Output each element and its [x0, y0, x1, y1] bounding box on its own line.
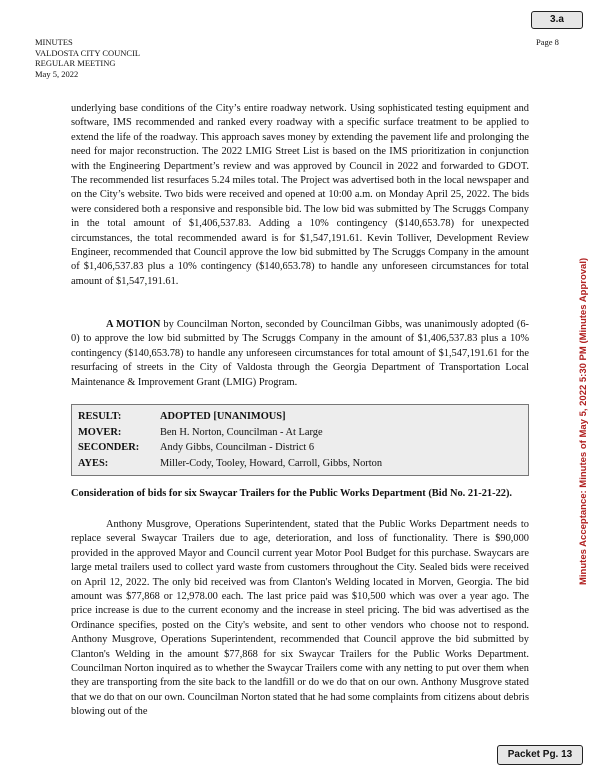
body-paragraph-lmig: underlying base conditions of the City’s entire roadway network. Using sophisticated testing equipment and software, IMS recommended and ranked every roadway with a specific surface treatment to be applied to extend the life of the roadway. This approach saves money by extending the pavement life and prolonging the need for major reconstruction. The 2022 LMIG Street List is based on the IMS prioritization in conjunction with the Engineering Department’s review and was approved by Council in 2022 and forwarded to GDOT. The recommended list resurfaces 5.24 miles total. The Project was advertised both in the local newspaper and on the City’s website. Two bids were received and opened at 10:00 a.m. on Monday April 25, 2022. The bids were considered both a responsive and responsible bid. The low bid was submitted by The Scruggs Company in the total amount of $1,406,537.83. Adding a 10% contingency ($140,653.78) for unexpected circumstances, the total recommended award is for $1,547,191.61. Kevin Tolliver, Development Review Engineer, recommended that Council approve the low bid submitted by The Scruggs Company in the amount of $1,406,537.83 plus a 10% contingency ($140,653.78) to handle any unforeseen circumstances for total amount of $1,547,191.61.: [71, 103, 529, 287]
seconder-label: SECONDER:: [78, 442, 140, 454]
mover-row: [78, 425, 522, 441]
header-meeting-type: REGULAR MEETING: [35, 58, 116, 68]
header-council: VALDOSTA CITY COUNCIL: [35, 47, 141, 58]
ayes-row: [78, 456, 522, 472]
body-paragraph-swaycar: Anthony Musgrove, Operations Superintendent, stated that the Public Works Department needs to replace several Swaycar Trailers due to age, deterioration, and loss of functionality. There is $90,000 provided in the approved Mayor and Council current year Motor Pool Budget for this purchase. Swaycars are large metal trailers used to collect yard waste from customers throughout the City. Sealed bids were received on April 12, 2022. The only bid received was from Clanton's Welding located in Morven, Georgia. The bid amount was $77,868 or 12,978.00 each. The last price paid was $10,500 which was over a year ago. The price increase is due to the current economy and the increase in steel pricing. The bid was advertised as the Ordinance specifies, posted on the City's website, and sent to other vendors who choose not to respond. Anthony Musgrove, Operations Superintendent, recommended that Council approve the bid submitted by Clanton's Welding in the amount $77,868 for six Swaycar Trailers for the Public Works Department. Councilman Norton inquired as to whether the Swaycar Trailers come with any netting to put over them when they are transporting from the site back to the landfill or do we do that on our own. Anthony Musgrove stated that we do that on our own. Councilman Norton stated that he had some complaints from citizens about debris blowing out of the: [71, 519, 529, 718]
result-row: [78, 409, 522, 425]
seconder-value: Andy Gibbs, Councilman - District 6: [160, 442, 315, 454]
motion-paragraph: [71, 318, 529, 390]
result-label: RESULT:: [78, 411, 122, 423]
result-value: ADOPTED [UNANIMOUS]: [160, 411, 286, 423]
ayes-label: AYES:: [78, 457, 109, 469]
ayes-value: Miller-Cody, Tooley, Howard, Carroll, Gibbs, Norton: [160, 457, 383, 469]
motion-text: by Councilman Norton, seconded by Councilman Gibbs, was unanimously adopted (6-0) to approve the low bid submitted by The Scruggs Company in the amount of $1,406,537.83 plus a 10% contingency ($140,653.78) to handle any unforeseen circumstances for total amount of $1,547,191.61 for the resurfacing of streets in the City of Valdosta through the Georgia Department of Transportation Local Maintenance & Improvement Grant (LMIG) Program.: [71, 319, 529, 388]
packet-page-tag: Packet Pg. 13: [497, 745, 583, 765]
vote-result-box: [71, 404, 529, 476]
header-minutes: MINUTES: [35, 37, 73, 47]
motion-lead: A MOTION: [106, 319, 161, 330]
seconder-row: [78, 440, 522, 456]
document-header: [35, 37, 140, 79]
section-heading: Consideration of bids for six Swaycar Trailers for the Public Works Department (Bid No. 21-21-22).: [71, 488, 513, 499]
agenda-item-tag: 3.a: [531, 11, 583, 29]
mover-value: Ben H. Norton, Councilman - At Large: [160, 426, 323, 438]
side-stamp: [578, 235, 600, 585]
header-date: May 5, 2022: [35, 68, 79, 79]
mover-label: MOVER:: [78, 426, 122, 438]
side-stamp-text: Minutes Acceptance: Minutes of May 5, 2022 5:30 PM (Minutes Approval): [578, 257, 589, 585]
page-number: Page 8: [536, 37, 559, 47]
